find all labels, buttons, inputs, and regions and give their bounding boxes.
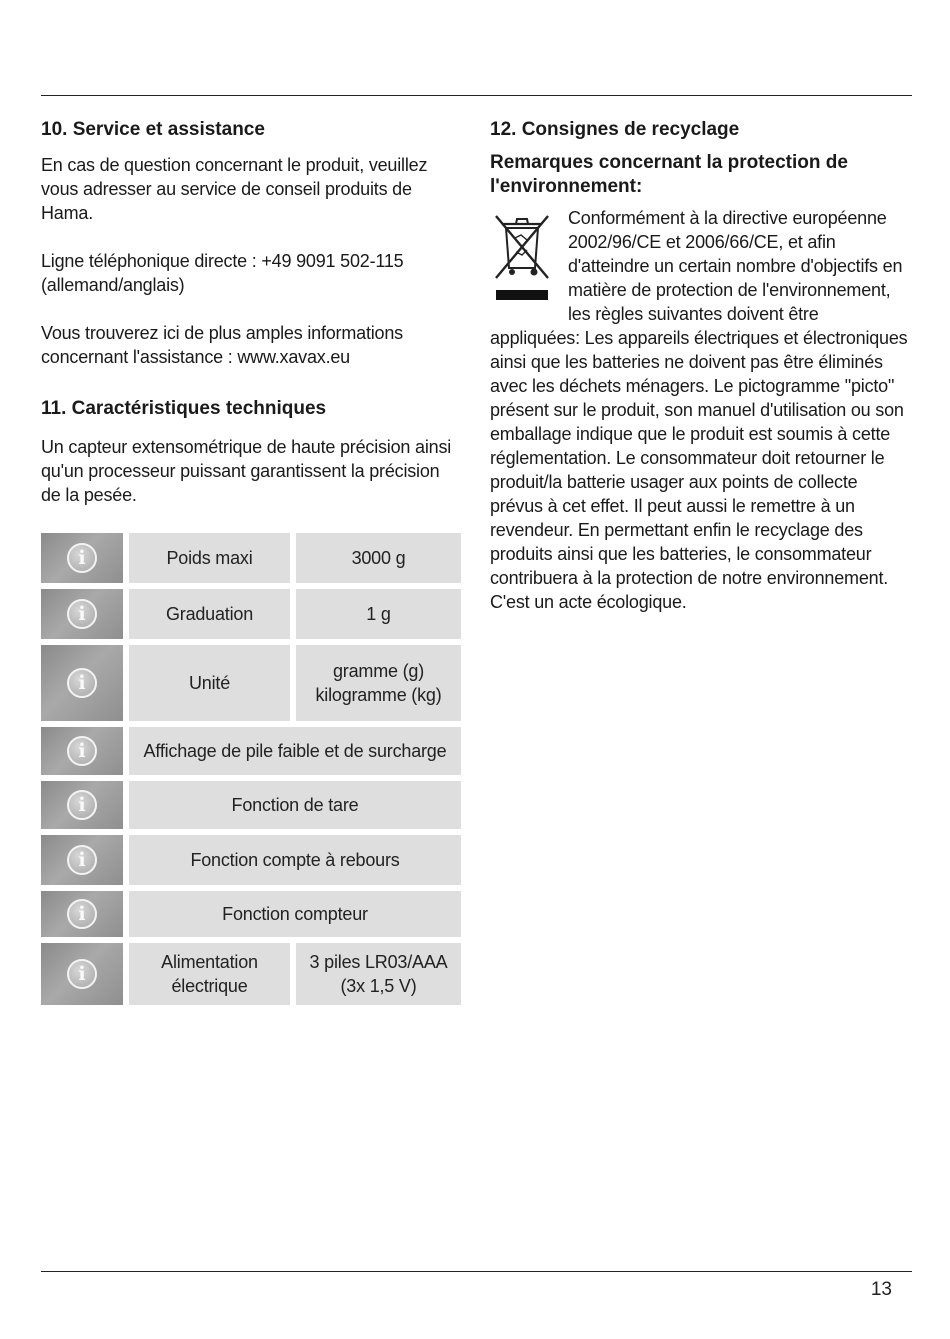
- info-icon: i: [67, 959, 97, 989]
- spec-row-counter: [41, 891, 461, 937]
- spec-row-tare: [41, 781, 461, 829]
- spec-table: [41, 533, 461, 1011]
- bottom-rule: [41, 1271, 912, 1272]
- section-10-para-3: Vous trouverez ici de plus amples informations concernant l'assistance : www.xavax.eu: [41, 322, 403, 367]
- section-11-title: 11. Caractéristiques techniques: [41, 397, 327, 419]
- spec-row-graduation: [41, 589, 461, 639]
- info-cell: [41, 781, 123, 829]
- section-10-para-1: En cas de question concernant le produit, veuillez vous adresser au service de conseil produits de Hama.: [41, 154, 428, 223]
- crossed-out-wheelie-bin-icon: [490, 208, 554, 304]
- info-icon: i: [67, 736, 97, 766]
- info-icon: i: [67, 845, 97, 875]
- spec-label: Poids maxi: [129, 533, 290, 583]
- info-cell: [41, 891, 123, 937]
- left-column: [41, 118, 461, 507]
- spec-label-line-1: Alimentation: [161, 952, 258, 972]
- spec-feature: Fonction compte à rebours: [129, 835, 461, 885]
- info-icon: i: [67, 668, 97, 698]
- info-icon: i: [67, 790, 97, 820]
- section-10-para-2: Ligne téléphonique directe : +49 9091 502-115 (allemand/anglais): [41, 250, 404, 295]
- spec-value-line-1: gramme (g): [332, 661, 424, 681]
- spec-row-battery-overload: [41, 727, 461, 775]
- info-cell: [41, 645, 123, 721]
- top-rule: [41, 95, 912, 96]
- section-11-intro: Un capteur extensométrique de haute précision ainsi qu'un processeur puissant garantissent la précision de la pesée.: [41, 437, 452, 506]
- spec-value-line-2: kilogramme (kg): [315, 685, 442, 705]
- info-cell: [41, 943, 123, 1005]
- spec-value: 1 g: [296, 589, 461, 639]
- info-cell: [41, 533, 123, 583]
- section-12-title: 12. Consignes de recyclage: [490, 119, 740, 140]
- spec-value-line-2: (3x 1,5 V): [340, 976, 417, 996]
- page-number: 13: [870, 1279, 892, 1300]
- section-12-subtitle: Remarques concernant la protection de l'environnement:: [490, 151, 848, 198]
- info-icon: i: [67, 543, 97, 573]
- spec-row-power-supply: [41, 943, 461, 1005]
- section-10-title: 10. Service et assistance: [41, 119, 265, 140]
- spec-label: Unité: [129, 645, 290, 721]
- spec-label: [129, 943, 290, 1005]
- section-12-body: Conformément à la directive européenne 2002/96/CE et 2006/66/CE, et afin d'atteindre un certain nombre d'objectifs en matière de protection de l'environnement, les règles suivantes doivent être appliquées: Les appareils électriques et électroniques ainsi que les batteries ne doivent pas être éliminés avec les déchets ménagers. Le pictogramme "picto" présent sur le produit, son manuel d'utilisation ou son emballage indique que le produit est soumis à cette réglementation. Le consommateur doit retourner le produit/la batterie usager aux points de collecte prévus à cet effet. Il peut aussi le remettre à un revendeur. En permettant enfin le recyclage des produits ainsi que les batteries, le consommateur contribuera à la protection de notre environnement. C'est un acte écologique.: [490, 208, 908, 613]
- spec-value-line-1: 3 piles LR03/AAA: [309, 952, 448, 972]
- info-cell: [41, 835, 123, 885]
- spec-value: [296, 645, 461, 721]
- right-column: [490, 118, 912, 614]
- spec-feature: Fonction de tare: [129, 781, 461, 829]
- info-cell: [41, 589, 123, 639]
- spec-feature: Fonction compteur: [129, 891, 461, 937]
- info-icon: i: [67, 899, 97, 929]
- spec-value: [296, 943, 461, 1005]
- spec-row-countdown: [41, 835, 461, 885]
- recycling-notice: [490, 206, 912, 614]
- spec-label-line-2: électrique: [171, 976, 248, 996]
- info-cell: [41, 727, 123, 775]
- spec-row-max-weight: [41, 533, 461, 583]
- spec-value: 3000 g: [296, 533, 461, 583]
- spec-feature: Affichage de pile faible et de surcharge: [129, 727, 461, 775]
- spec-row-unit: [41, 645, 461, 721]
- spec-label: Graduation: [129, 589, 290, 639]
- info-icon: i: [67, 599, 97, 629]
